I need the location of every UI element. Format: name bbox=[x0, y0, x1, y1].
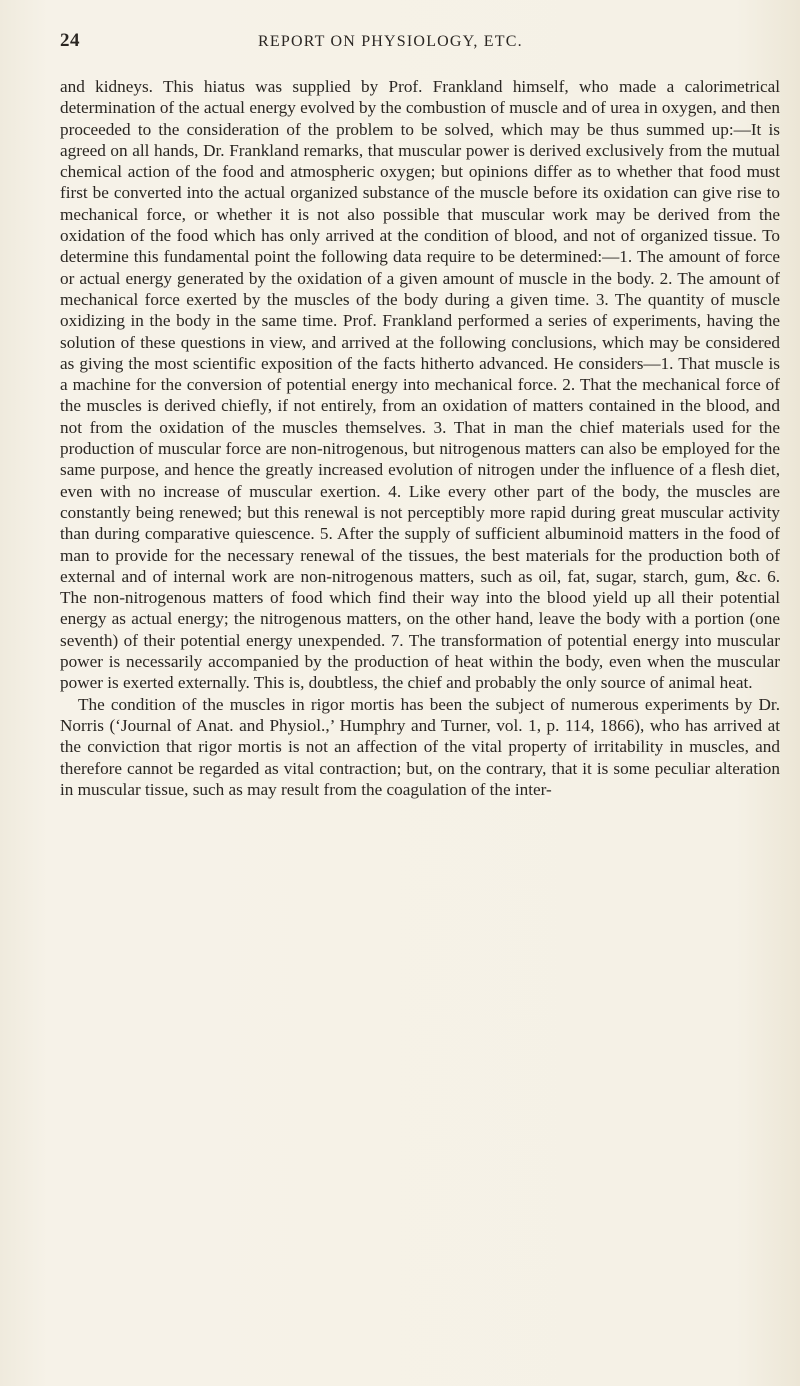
paragraph-frankland-conclusions: and kidneys. This hiatus was supplied by Prof. Frankland himself, who made a calorimetrical determination of the actual energy evolved by the combustion of muscle and of urea in oxygen, and then proceeded to the consideration of the problem to be solved, which may be thus summed up:—It is agreed on all hands, Dr. Frankland remarks, that muscular power is derived exclusively from the mutual chemical action of the food and atmospheric oxygen; but opinions differ as to whether that food must first be converted into the actual organized substance of the muscle before its oxidation can give rise to mechanical force, or whether it is not also possible that muscular work may be derived from the oxidation of the food which has only arrived at the condition of blood, and not of organized tissue. To determine this fundamental point the following data require to be determined:—1. The amount of force or actual energy generated by the oxidation of a given amount of muscle in the body. 2. The amount of mechanical force exerted by the muscles of the body during a given time. 3. The quantity of muscle oxidizing in the body in the same time. Prof. Frankland performed a series of experiments, having the solution of these questions in view, and arrived at the following conclusions, which may be considered as giving the most scientific exposition of the facts hitherto advanced. He considers—1. That muscle is a machine for the conversion of potential energy into mechanical force. 2. That the mechanical force of the muscles is derived chiefly, if not entirely, from an oxidation of matters contained in the blood, and not from the oxidation of the muscles themselves. 3. That in man the chief materials used for the production of muscular force are non-nitrogenous, but nitrogenous matters can also be employed for the same purpose, and hence the greatly increased evolution of nitrogen under the influence of a flesh diet, even with no increase of muscular exertion. 4. Like every other part of the body, the muscles are constantly being renewed; but this renewal is not perceptibly more rapid during great muscular activity than during comparative quiescence. 5. After the supply of sufficient albuminoid matters in the food of man to provide for the necessary renewal of the tissues, the best materials for the production both of external and of internal work are non-nitrogenous matters, such as oil, fat, sugar, starch, gum, &c. 6. The non-nitrogenous matters of food which find their way into the blood yield up all their potential energy as actual energy; the nitrogenous matters, on the other hand, leave the body with a portion (one seventh) of their potential energy unexpended. 7. The transformation of potential energy into muscular power is necessarily accompanied by the production of heat within the body, even when the muscular power is exerted externally. This is, doubtless, the chief and probably the only source of animal heat. bbox=[60, 77, 780, 693]
page-number: 24 bbox=[60, 30, 80, 51]
body-text bbox=[60, 76, 780, 800]
paragraph-rigor-mortis: The condition of the muscles in rigor mortis has been the subject of numerous experiments by Dr. Norris (‘Journal of Anat. and Physiol.,’ Humphry and Turner, vol. 1, p. 114, 1866), who has arrived at the conviction that rigor mortis is not an affection of the vital property of irritability in muscles, and therefore cannot be regarded as vital contraction; but, on the contrary, that it is some peculiar alteration in muscular tissue, such as may result from the coagulation of the inter- bbox=[60, 694, 780, 799]
running-head: REPORT ON PHYSIOLOGY, ETC. bbox=[258, 33, 523, 50]
